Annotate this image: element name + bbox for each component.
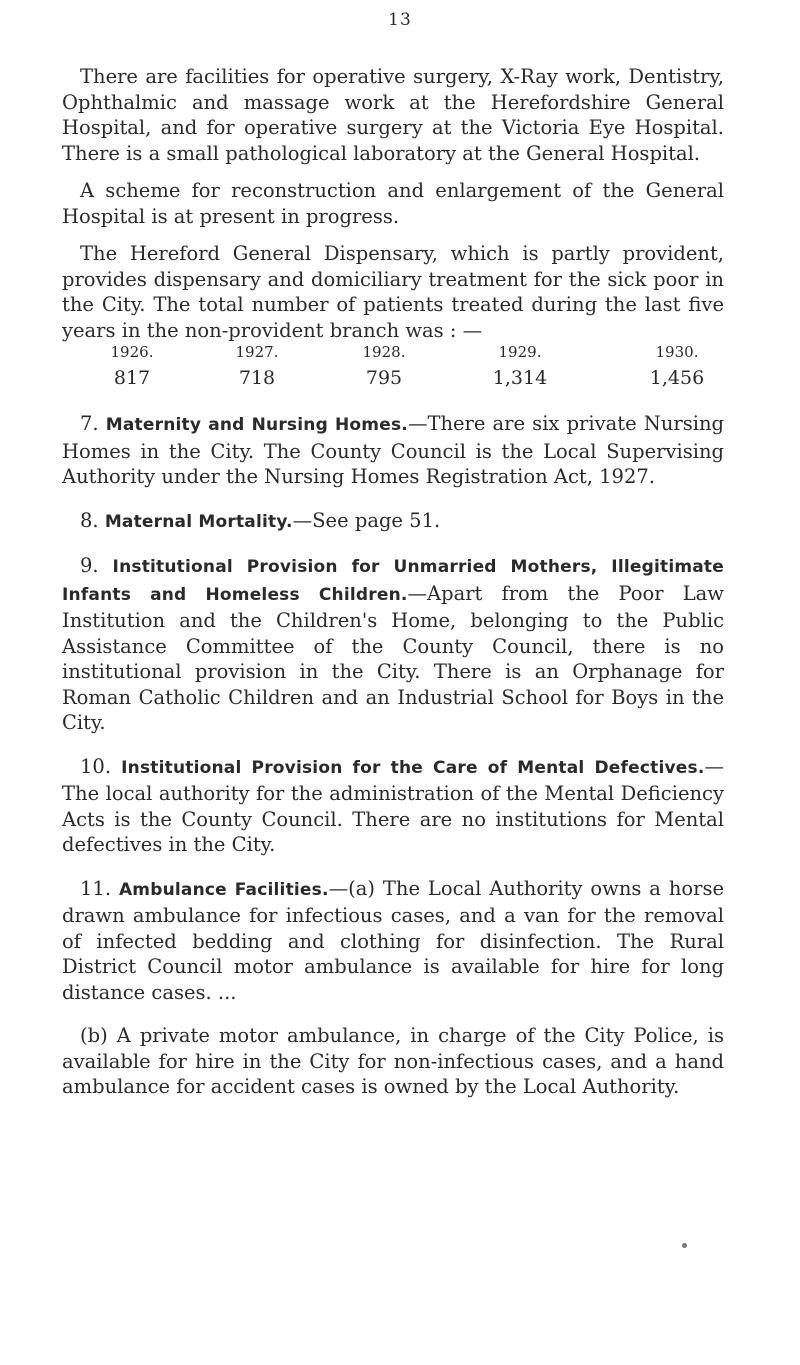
- paragraph-private-ambulance: (b) A private motor ambulance, in charge of the City Police, is available for hire in the City for non-infectious cases, and a hand ambulance for accident cases is owned by the Local Authority.: [62, 1024, 724, 1098]
- section-heading: Maternity and Nursing Homes.: [105, 415, 408, 435]
- section-text: —See page 51.: [292, 508, 441, 532]
- value-cell: 718: [238, 367, 276, 389]
- section-7: [62, 411, 724, 490]
- table-year-row: [0, 343, 800, 367]
- section-text: —Apart from the Poor Law Institution and the Children's Home, belonging to the Public Assistance Committee of the County Council, there is no institutional provision in the City. There is an Orphanage for Roman Catholic Children and an Industrial School for Boys in the City.: [62, 581, 724, 734]
- table-value-row: [0, 367, 800, 395]
- value-cell: 817: [113, 367, 151, 389]
- section-8: [62, 508, 724, 536]
- section-number: 7.: [80, 412, 99, 435]
- value-cell: 1,314: [492, 367, 548, 389]
- section-number: 10.: [80, 754, 112, 778]
- section-heading: Maternal Mortality.: [104, 511, 293, 532]
- paragraph-facilities: There are facilities for operative surgery, X-Ray work, Dentistry, Ophthalmic and massage work at the Herefordshire General Hospital, and for operative surgery at the Victoria Eye Hospital. There is a small pathological laboratory at the General Hospital.: [62, 65, 724, 165]
- year-cell: 1928.: [362, 343, 406, 361]
- value-cell: 795: [365, 367, 403, 389]
- paragraph-dispensary: The Hereford General Dispensary, which is partly provident, provides dispensary and domiciliary treatment for the sick poor in the City. The total number of patients treated during the last five years in the non-provident branch was : —: [62, 242, 724, 342]
- year-cell: 1926.: [110, 343, 154, 361]
- value-cell: 1,456: [649, 367, 705, 389]
- section-10: [62, 754, 724, 858]
- section-text: —(a) The Local Authority owns a horse drawn ambulance for infectious cases, and a van for the removal of infected bedding and clothing for disinfection. The Rural District Council motor ambulance is available for hire for long distance cases. ...: [62, 876, 725, 1004]
- year-cell: 1929.: [498, 343, 542, 361]
- section-11: [62, 876, 724, 1006]
- page-number: 13: [388, 10, 412, 30]
- section-heading: Institutional Provision for Unmarried Mothers, Illegitimate Infants and Homeless Children.: [62, 557, 724, 605]
- section-text: —There are six private Nursing Homes in the City. The County Council is the Local Supervising Authority under the Nursing Homes Registration Act, 1927.: [62, 412, 725, 488]
- section-number: 9.: [80, 554, 99, 577]
- document-body: [0, 64, 800, 1100]
- page-mark: [682, 1243, 687, 1248]
- year-cell: 1930.: [655, 343, 699, 361]
- section-9: [62, 553, 724, 736]
- section-text: —The local authority for the administration of the Mental Deficiency Acts is the County Council. There are no institutions for Mental defectives in the City.: [62, 754, 724, 856]
- patients-table: [0, 343, 800, 395]
- year-cell: 1927.: [235, 343, 279, 361]
- paragraph-scheme: A scheme for reconstruction and enlargement of the General Hospital is at present in progress.: [62, 179, 724, 228]
- section-heading: Institutional Provision for the Care of Mental Defectives.: [121, 757, 705, 778]
- section-number: 8.: [80, 508, 99, 532]
- section-number: 11.: [80, 876, 112, 900]
- section-heading: Ambulance Facilities.: [118, 879, 329, 900]
